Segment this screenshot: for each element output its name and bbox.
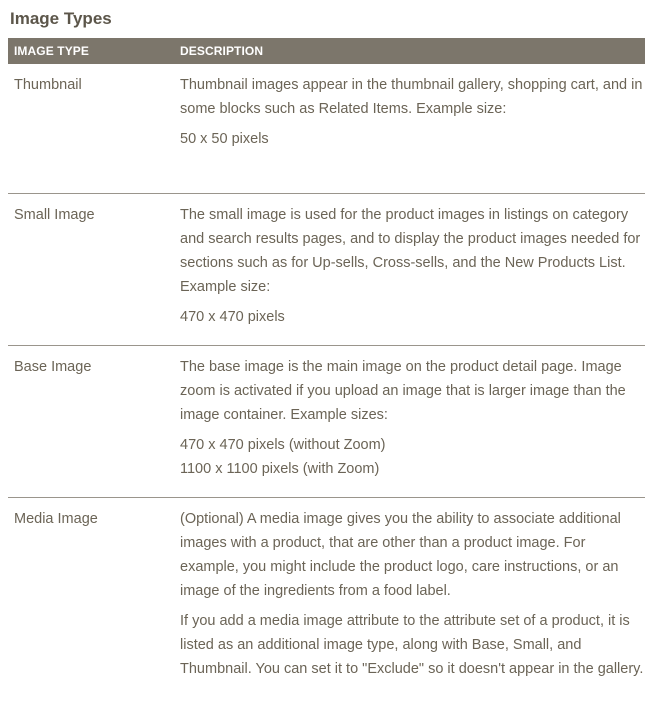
column-header-image-type: IMAGE TYPE xyxy=(14,44,90,58)
table-header xyxy=(8,38,645,64)
table-row xyxy=(8,498,645,718)
example-size: 470 x 470 pixels (without Zoom) 1100 x 1100 pixels (with Zoom) xyxy=(180,437,386,477)
description-text: The base image is the main image on the product detail page. Image zoom is activated if you upload an image that is larger image than the image container. Example sizes: xyxy=(180,359,626,423)
image-type-cell: Base Image xyxy=(14,359,92,375)
column-header-description: DESCRIPTION xyxy=(180,44,264,58)
image-type-cell: Media Image xyxy=(14,511,98,527)
description-text: The small image is used for the product images in listings on category and search results pages, and to display the product images needed for sections such as for Up-sells, Cross-sells, and the New Products List. Example size: xyxy=(180,207,641,295)
image-types-table xyxy=(8,38,645,718)
page-title: Image Types xyxy=(10,9,112,28)
description-text: (Optional) A media image gives you the ability to associate additional images with a product, that are other than a product image. For example, you might include the product logo, care instructions, or an image of the ingredients from a food label. xyxy=(180,511,621,599)
description-cell xyxy=(180,346,645,497)
table-row xyxy=(8,64,645,194)
table-row xyxy=(8,346,645,498)
table-row xyxy=(8,194,645,346)
additional-note: If you add a media image attribute to the attribute set of a product, it is listed as an additional image type, along with Base, Small, and Thumbnail. You can set it to "Exclude" so it doesn't appear in the gallery. xyxy=(180,613,644,677)
image-type-cell: Thumbnail xyxy=(14,77,82,93)
example-size: 470 x 470 pixels xyxy=(180,309,285,325)
description-text: Thumbnail images appear in the thumbnail gallery, shopping cart, and in some blocks such as Related Items. Example size: xyxy=(180,77,643,117)
description-cell xyxy=(180,498,645,718)
description-cell xyxy=(180,64,645,193)
image-type-cell: Small Image xyxy=(14,207,95,223)
description-cell xyxy=(180,194,645,345)
example-size: 50 x 50 pixels xyxy=(180,131,269,147)
